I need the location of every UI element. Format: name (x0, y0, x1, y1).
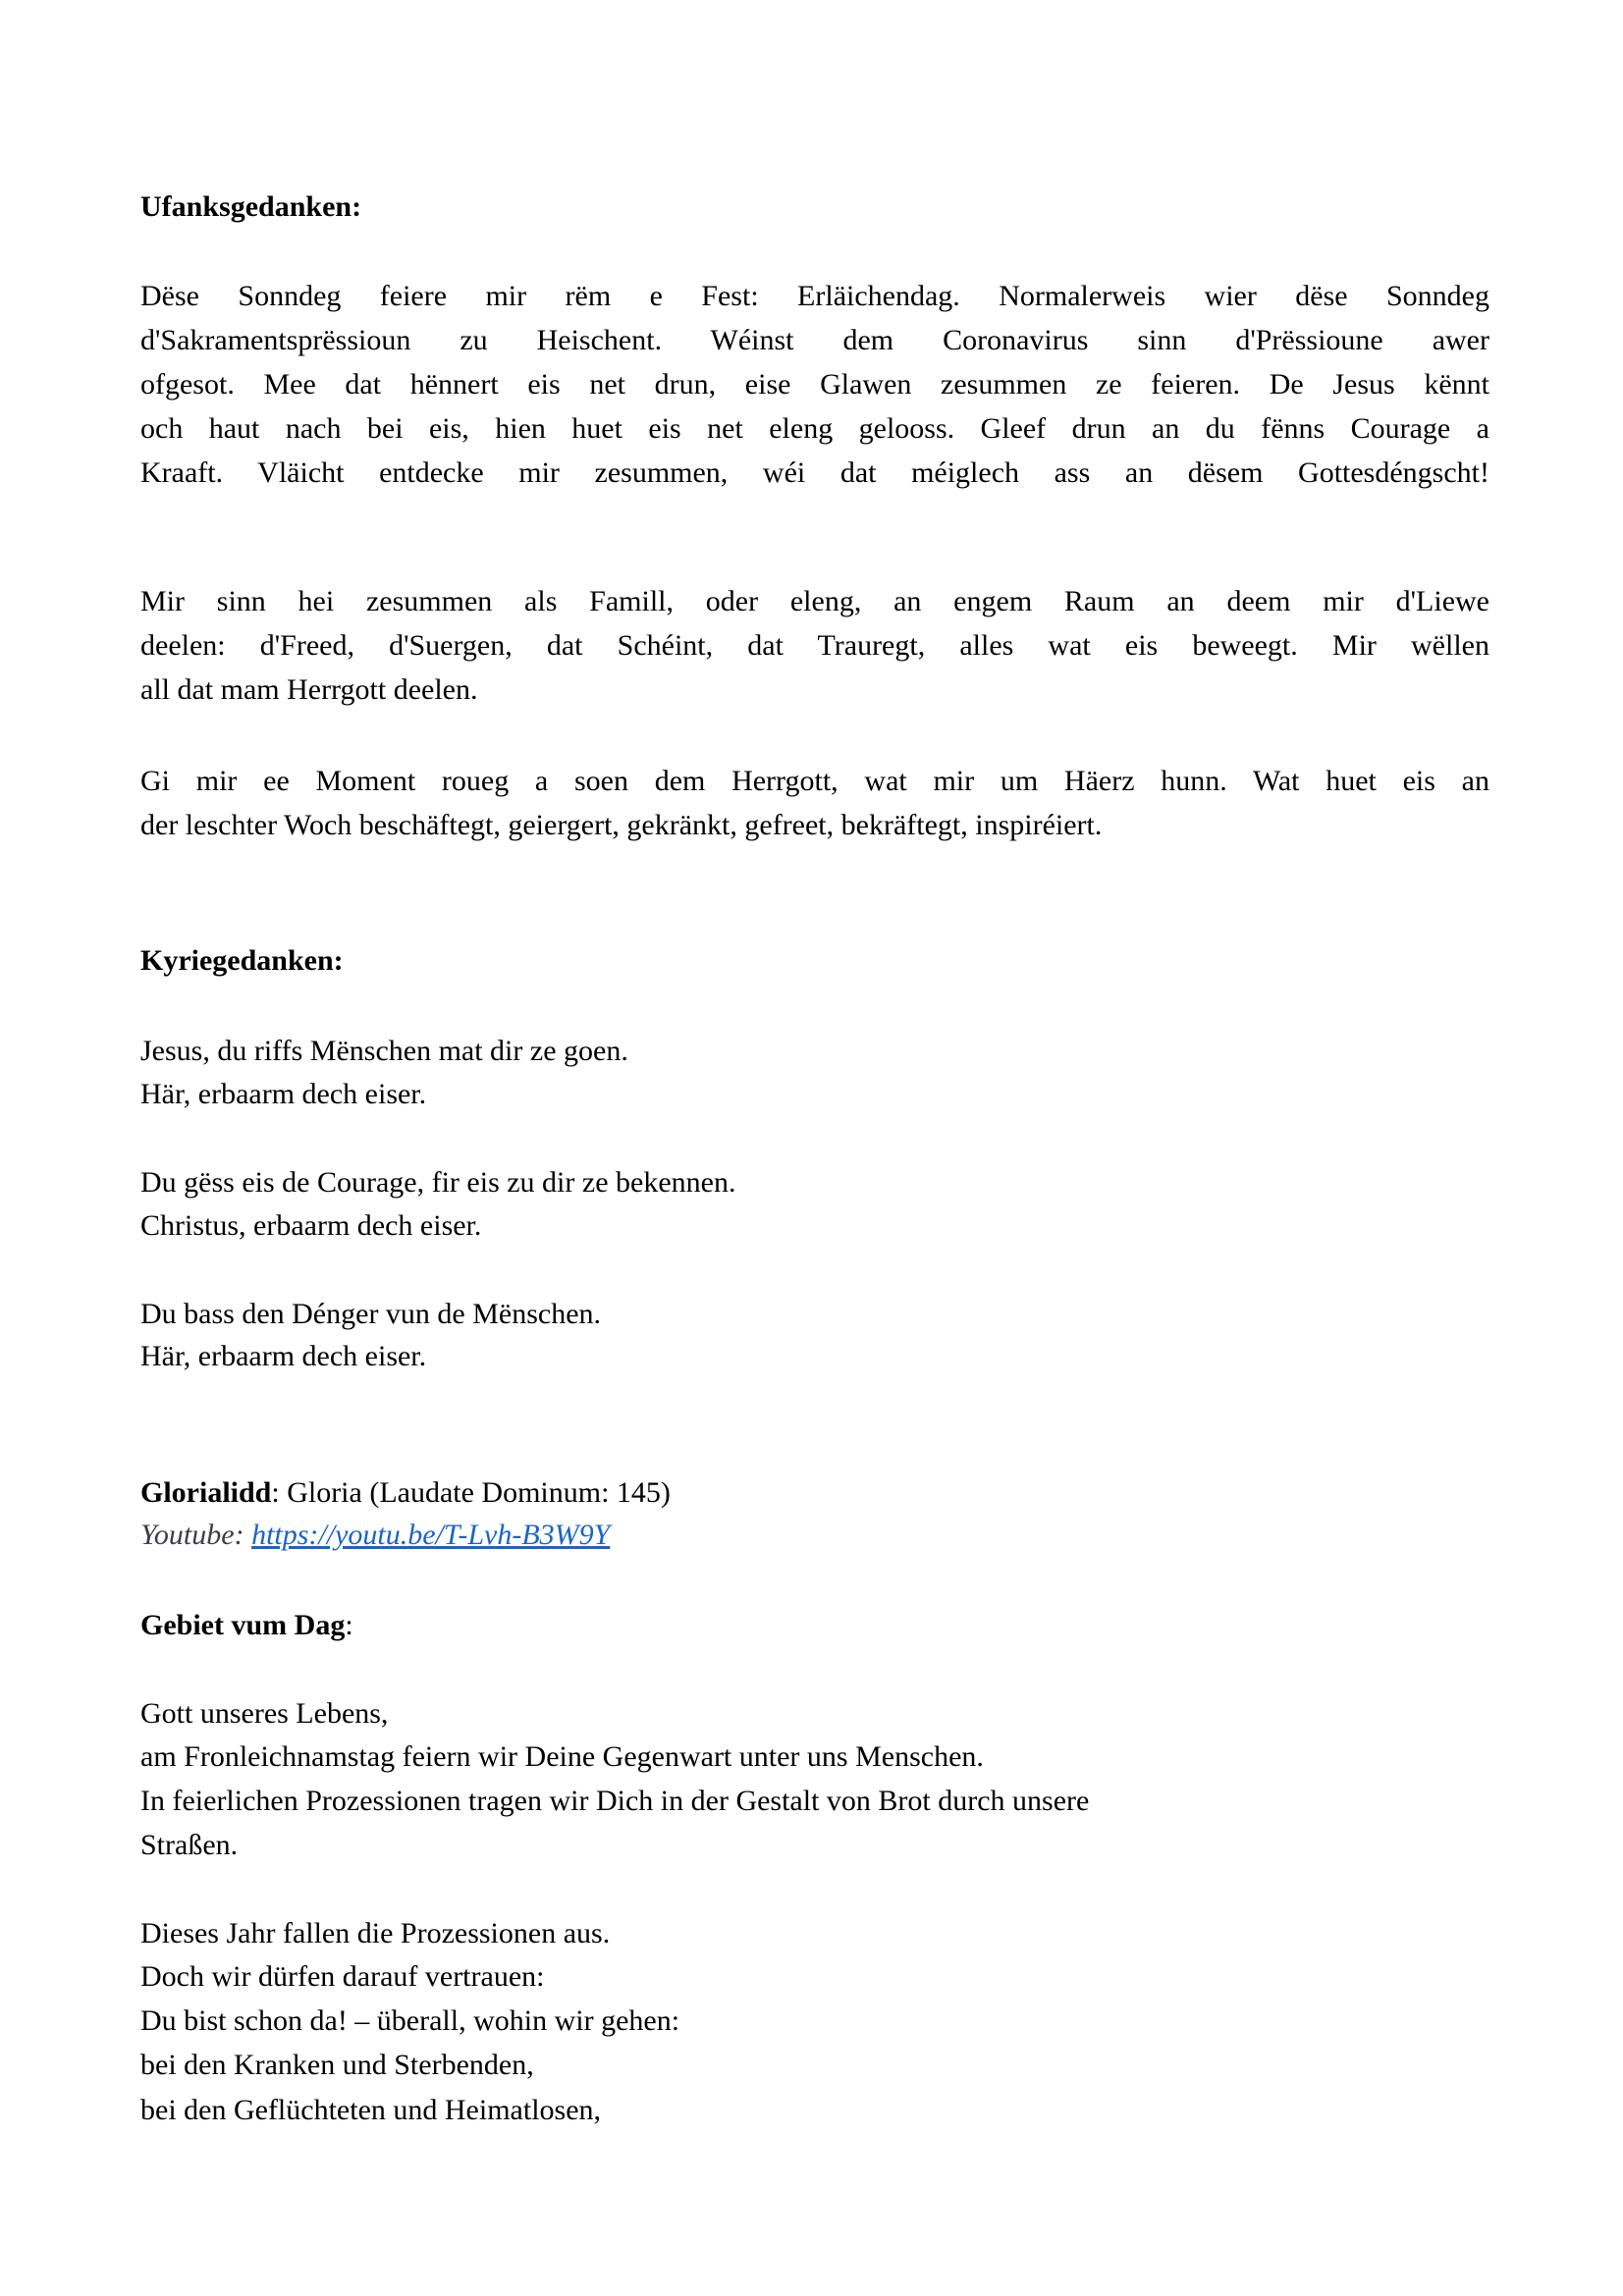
kyrie-line: Du gëss eis de Courage, fir eis zu dir ze bekennen. (140, 1166, 736, 1199)
paragraph-line: Dëse Sonndeg feiere mir rëm e Fest: Erläichendag. Normalerweis wier dëse Sonndeg (140, 280, 1489, 312)
gloria-label: Glorialidd (140, 1476, 272, 1509)
prayer-line: In feierlichen Prozessionen tragen wir Dich in der Gestalt von Brot durch unsere (140, 1785, 1090, 1817)
gebiet-heading-text: Gebiet vum Dag (140, 1609, 346, 1641)
paragraph-line: och haut nach bei eis, hien huet eis net eleng gelooss. Gleef drun an du fënns Courage a (140, 412, 1489, 445)
kyrie-response: Här, erbaarm dech eiser. (140, 1078, 427, 1110)
prayer-line: Gott unseres Lebens, (140, 1697, 389, 1730)
paragraph-line: der leschter Woch beschäftegt, geiergert, gekränkt, gefreet, bekräftegt, inspiréiert. (140, 809, 1103, 841)
paragraph-line: deelen: d'Freed, d'Suergen, dat Schéint, dat Trauregt, alles wat eis beweegt. Mir wëllen (140, 629, 1489, 662)
kyrie-line: Jesus, du riffs Mënschen mat dir ze goen. (140, 1035, 628, 1067)
section-heading-gebiet (140, 1603, 1489, 1647)
paragraph-line: all dat mam Herrgott deelen. (140, 673, 478, 706)
paragraph-line: Gi mir ee Moment roueg a soen dem Herrgott, wat mir um Häerz hunn. Wat huet eis an (140, 765, 1489, 797)
paragraph-line: Mir sinn hei zesummen als Famill, oder eleng, an engem Raum an deem mir d'Liewe (140, 585, 1489, 617)
youtube-label: Youtube: (140, 1519, 252, 1551)
prayer-line: bei den Geflüchteten und Heimatlosen, (140, 2094, 602, 2126)
section-heading-kyriegedanken: Kyriegedanken: (140, 944, 344, 977)
kyrie-response: Här, erbaarm dech eiser. (140, 1340, 427, 1372)
kyrie-line: Du bass den Dénger vun de Mënschen. (140, 1298, 602, 1330)
prayer-line: am Fronleichnamstag feiern wir Deine Gegenwart unter uns Menschen. (140, 1740, 984, 1773)
paragraph-line: ofgesot. Mee dat hënnert eis net drun, eise Glawen zesummen ze feieren. De Jesus kënnt (140, 368, 1489, 400)
gloria-text: : Gloria (Laudate Dominum: 145) (271, 1476, 671, 1509)
prayer-line: bei den Kranken und Sterbenden, (140, 2049, 534, 2081)
prayer-line: Du bist schon da! – überall, wohin wir gehen: (140, 2004, 680, 2037)
gloria-line (140, 1470, 1489, 1515)
prayer-line: Straßen. (140, 1829, 239, 1861)
kyrie-response: Christus, erbaarm dech eiser. (140, 1209, 482, 1242)
youtube-line (140, 1513, 1489, 1557)
paragraph-line: Kraaft. Vläicht entdecke mir zesummen, wéi dat méiglech ass an dësem Gottesdéngscht! (140, 456, 1489, 489)
prayer-line: Dieses Jahr fallen die Prozessionen aus. (140, 1917, 611, 1949)
section-heading-ufanksgedanken: Ufanksgedanken: (140, 190, 362, 223)
youtube-link[interactable]: https://youtu.be/T-Lvh-B3W9Y (251, 1519, 611, 1551)
paragraph-line: d'Sakramentsprëssioun zu Heischent. Wéinst dem Coronavirus sinn d'Prëssioune awer (140, 324, 1489, 356)
prayer-line: Doch wir dürfen darauf vertrauen: (140, 1960, 545, 1993)
gebiet-heading-colon: : (345, 1609, 353, 1641)
